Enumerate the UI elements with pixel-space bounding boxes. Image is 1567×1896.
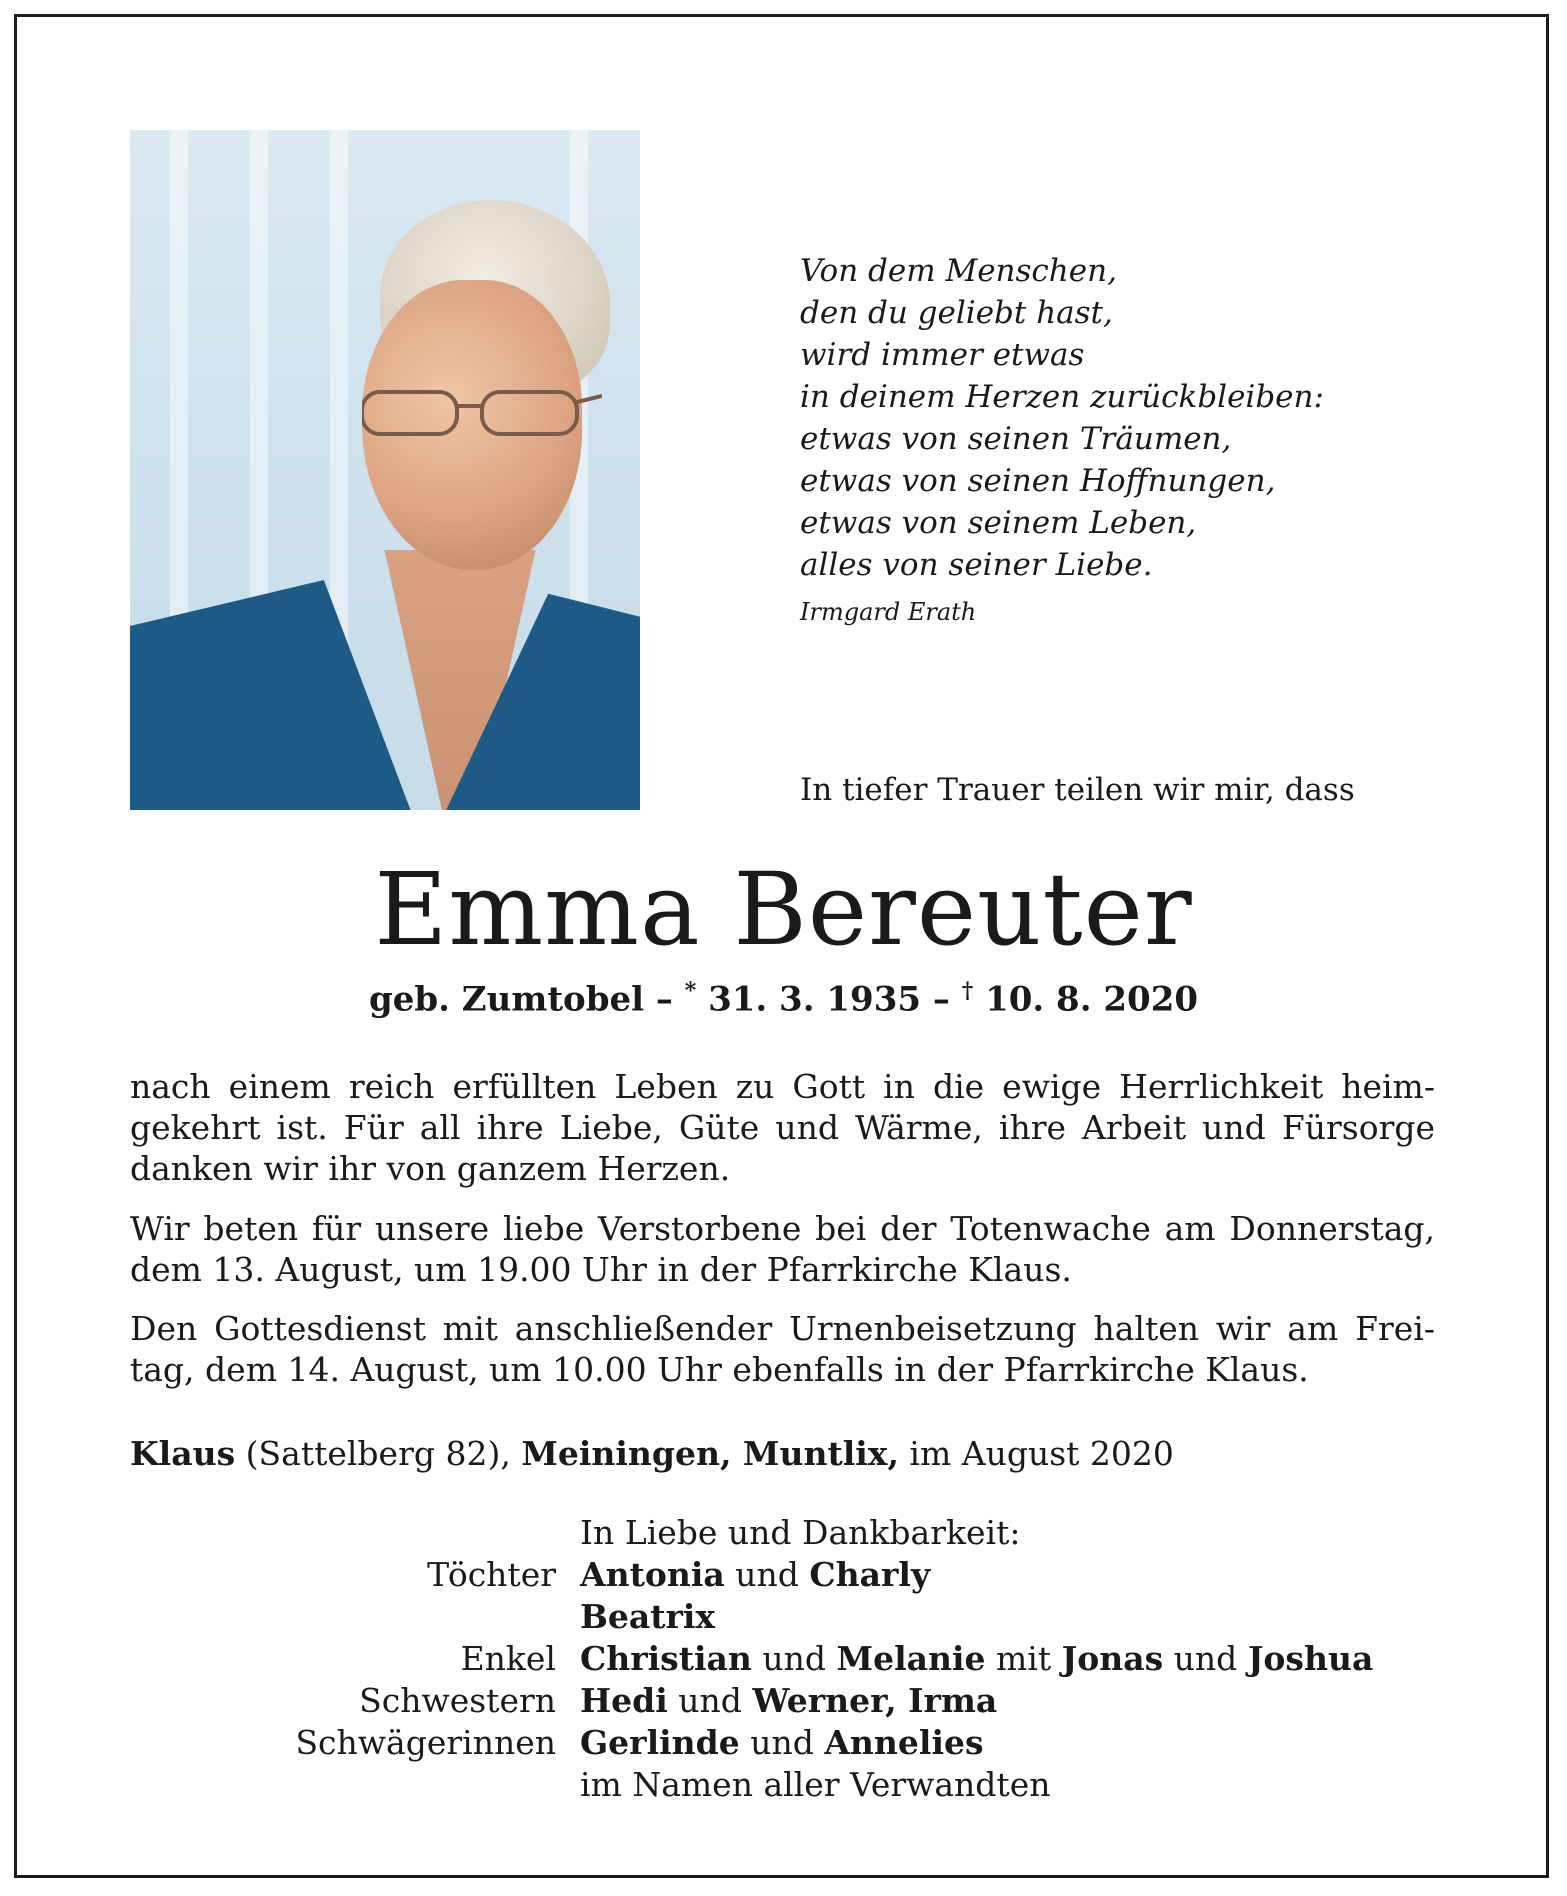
family-heading-row: [130, 1512, 1480, 1554]
poem-line: in deinem Herzen zurückbleiben:: [800, 379, 1324, 415]
announcement-paragraph: nach einem reich erfüllten Leben zu Gott in die ewige Herrlichkeit heimgekehrt ist. Für all ihre Liebe, Güte und Wärme, ihre Arbeit und Fürsorge danken wir ihr von ganzem Herzen.: [130, 1067, 1435, 1188]
place-towns: Meiningen, Muntlix,: [521, 1434, 899, 1473]
family-name: Beatrix: [580, 1597, 716, 1636]
portrait-sweater: [130, 580, 640, 810]
birth-symbol: *: [684, 978, 697, 1004]
poem-line: alles von seiner Liebe.: [800, 547, 1153, 583]
death-date: 10. 8. 2020: [973, 979, 1199, 1020]
connector: und: [1163, 1639, 1248, 1678]
place-and-date: [130, 1434, 1174, 1473]
poem-line: Von dem Menschen,: [800, 253, 1117, 289]
memorial-poem: [800, 250, 1500, 586]
death-symbol: †: [961, 978, 974, 1004]
poem-line: etwas von seinen Hoffnungen,: [800, 463, 1276, 499]
maiden-name: geb. Zumtobel: [368, 979, 645, 1020]
poem-line: etwas von seinen Träumen,: [800, 421, 1232, 457]
dash: –: [921, 979, 962, 1020]
deceased-name: Emma Bereuter: [374, 851, 1193, 968]
life-dates: [0, 978, 1567, 1019]
family-name: Gerlinde: [580, 1723, 740, 1762]
family-row: [130, 1596, 1480, 1638]
wake-paragraph: Wir beten für unsere liebe Verstorbene bei der Totenwache am Donnerstag, dem 13. August, um 19.00 Uhr in der Pfarrkirche Klaus.: [130, 1209, 1435, 1289]
family-row: [130, 1638, 1480, 1680]
connector: und: [751, 1639, 837, 1678]
relation-label: Enkel: [460, 1639, 556, 1678]
service-paragraph: Den Gottesdienst mit anschließender Urnenbeisetzung halten wir am Freitag, dem 14. August, um 10.00 Uhr ebenfalls in der Pfarrkirche Klaus.: [130, 1309, 1435, 1389]
relation-label: Töchter: [427, 1555, 556, 1594]
family-closing-row: [130, 1764, 1480, 1806]
family-name: Charly: [809, 1555, 931, 1594]
family-list: [130, 1512, 1480, 1806]
place-address: (Sattelberg 82),: [235, 1434, 522, 1473]
family-name: Jonas: [1061, 1639, 1164, 1678]
family-name: Christian: [580, 1639, 752, 1678]
connector: mit: [985, 1639, 1062, 1678]
family-row: [130, 1554, 1480, 1596]
portrait-photo: [130, 130, 640, 810]
intro-sentence: In tiefer Trauer teilen wir mir, dass: [800, 772, 1355, 808]
family-name: Annelies: [824, 1723, 984, 1762]
connector: und: [739, 1723, 825, 1762]
family-name: Joshua: [1247, 1639, 1374, 1678]
family-row: [130, 1722, 1480, 1764]
relation-label: Schwägerinnen: [295, 1723, 556, 1762]
family-name: Melanie: [836, 1639, 986, 1678]
poem-line: etwas von seinem Leben,: [800, 505, 1197, 541]
poem-line: den du geliebt hast,: [800, 295, 1113, 331]
birth-date: 31. 3. 1935: [696, 979, 922, 1020]
poem-author: Irmgard Erath: [800, 598, 977, 626]
place-date: im August 2020: [898, 1434, 1174, 1473]
glasses-icon: [362, 382, 602, 442]
family-name: Werner, Irma: [752, 1681, 998, 1720]
poem-line: wird immer etwas: [800, 337, 1085, 373]
family-row: [130, 1680, 1480, 1722]
connector: und: [667, 1681, 753, 1720]
family-heading: In Liebe und Dankbarkeit:: [580, 1513, 1021, 1552]
family-closing: im Namen aller Verwandten: [580, 1765, 1051, 1804]
relation-label: [130, 1596, 580, 1638]
connector: und: [724, 1555, 810, 1594]
family-name: Hedi: [580, 1681, 668, 1720]
dash: –: [644, 979, 685, 1020]
relation-label: Schwestern: [359, 1681, 556, 1720]
place-town: Klaus: [130, 1434, 236, 1473]
family-name: Antonia: [580, 1555, 725, 1594]
